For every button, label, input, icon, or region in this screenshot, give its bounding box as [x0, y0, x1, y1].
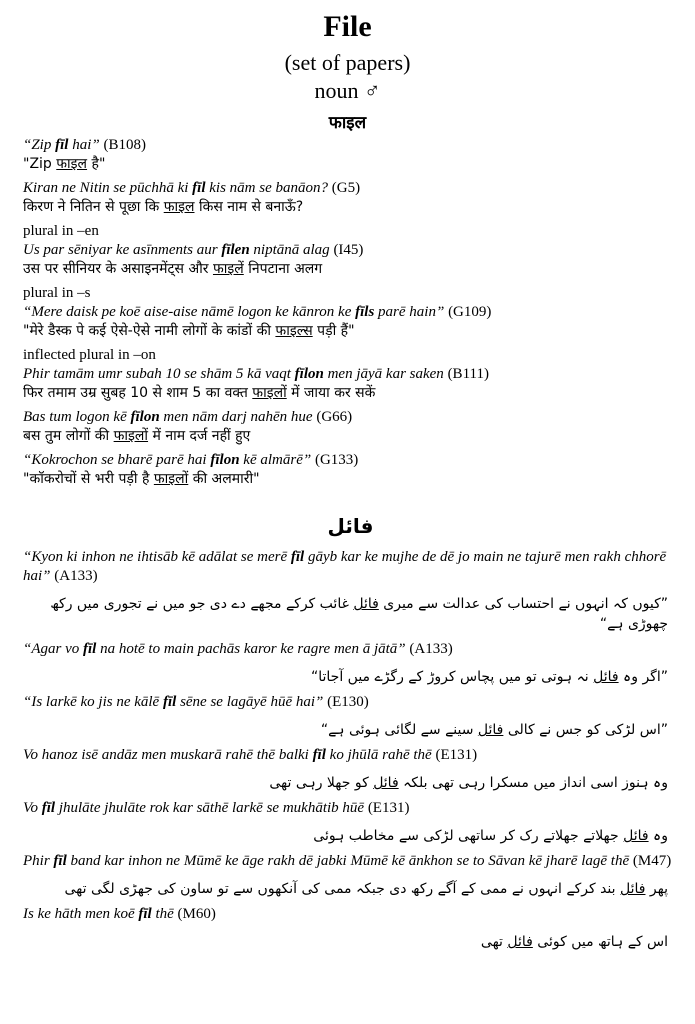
source-ref: (G5) [328, 180, 361, 196]
ur-text: جھلاتے جھلاتے رک کر ساتھی لڑکی سے مخاطب ہوئی [313, 828, 624, 844]
hi-text: किस नाम से बनाऊँ? [194, 199, 304, 215]
ur-text: وہ ہنوز اسی انداز میں مسکرا رہی تھی بلکہ [398, 775, 668, 791]
tr-text: gāyb kar ke mujhe de dē jo main ne tajurē men rakh chhorē hai” [23, 549, 667, 584]
tr-text: Bas tum logon kē [23, 409, 131, 425]
example [23, 365, 678, 402]
tr-text: kē almārē” [239, 452, 312, 468]
tr-text: men jāyā kar saken [323, 366, 444, 382]
hi-text: "कॉकरोचों से भरी पड़ी है [23, 471, 154, 487]
hi-text: में जाया कर सकें [286, 385, 376, 401]
source-ref: (I45) [329, 242, 364, 258]
hi-text: "मेरे डैस्क पे कई ऐसे-ऐसे नामी लोगों के कांडों की [23, 323, 276, 339]
urdu-sentence [23, 773, 668, 793]
ur-text: غائب کرکے مجھے دے دی جو میں نے تجوری میں رکھ چھوڑی ہے“ [50, 596, 668, 632]
urdu-sentence [23, 667, 668, 687]
urdu-sentence [23, 594, 668, 634]
source-ref: (A133) [405, 641, 453, 657]
tr-text: parē hain” [374, 304, 445, 320]
headword-form: fīlon [130, 409, 160, 425]
urdu-headword-form: فائل [593, 669, 619, 685]
headword-form: fīl [53, 853, 67, 869]
source-ref: (M47) [629, 853, 672, 869]
hi-text: किरण ने नितिन से पूछा कि [23, 199, 164, 215]
hindi-headword-form: फाइल [163, 199, 195, 215]
urdu-headword-form: فائل [623, 828, 649, 844]
example [23, 303, 678, 340]
source-ref: (G66) [312, 409, 353, 425]
headword-form: fīl [192, 180, 206, 196]
transliteration [23, 365, 678, 384]
section-label: plural in –s [23, 285, 91, 301]
section-label: plural in –en [23, 223, 99, 239]
transliteration [23, 746, 678, 765]
transliteration [23, 640, 678, 659]
transliteration [23, 241, 678, 260]
example [23, 136, 678, 173]
urdu-headword-form: فائل [620, 881, 646, 897]
hi-text: उस पर सीनियर के असाइनमेंट्स और [23, 261, 213, 277]
hindi-headword-form: फाइलों [113, 428, 149, 444]
section-label: inflected plural in –on [23, 347, 156, 363]
ur-text: وہ [648, 828, 668, 844]
ur-text: بند کرکے انہوں نے ممی کے آگے رکھ دی جبکہ ممی کی آنکھوں سے تو ساون کی جھڑی لگی تھی [64, 881, 620, 897]
ur-text: ”اس لڑکی کو جس نے کالی [503, 722, 668, 738]
tr-text: “Agar vo [23, 641, 83, 657]
hindi-sentence [23, 155, 678, 173]
hi-text: "Zip [23, 156, 57, 172]
source-ref: (M60) [173, 906, 216, 922]
tr-text: “Mere daisk pe koē aise-aise nāmē logon ke kānron ke [23, 304, 356, 320]
urdu-example [23, 548, 678, 634]
ur-text: ”اگر وہ [618, 669, 668, 685]
hindi-sentence [23, 427, 678, 445]
urdu-example [23, 640, 678, 687]
tr-text: thē [151, 906, 174, 922]
headword-form: fīl [290, 549, 305, 565]
ur-text: ”کیوں کہ انہوں نے احتساب کی عدالت سے میری [378, 596, 668, 612]
source-ref: (E131) [364, 800, 410, 816]
hindi-sentence [23, 260, 678, 278]
hindi-headword-form: फाइलों [153, 471, 189, 487]
transliteration [23, 179, 678, 198]
headword-form: fīl [162, 694, 177, 710]
tr-text: men nām darj nahēn hue [159, 409, 313, 425]
entry-gloss: (set of papers) [284, 50, 411, 75]
tr-text: jhulāte jhulāte rok kar sāthē larkē se mukhātib hūē [55, 800, 365, 816]
ur-text: سینے سے لگائی ہوئی ہے“ [320, 722, 478, 738]
tr-text: “Zip [23, 137, 56, 153]
tr-text: Kiran ne Nitin se pūchhā ki [23, 180, 193, 196]
tr-text: Vo [23, 800, 42, 816]
hindi-headword-form: फाइलें [212, 261, 244, 277]
ur-text: اس کے ہاتھ میں کوئی [532, 934, 668, 950]
urdu-headword-form: فائل [477, 722, 504, 738]
source-ref: (A133) [50, 568, 98, 584]
hi-text: पड़ी हैं" [312, 323, 355, 339]
hi-text: फिर तमाम उम्र सुबह 10 से शाम 5 का वक्त [23, 385, 253, 401]
hindi-headword-form: फाइलों [252, 385, 287, 401]
urdu-sentence [23, 932, 668, 952]
source-ref: (E130) [323, 694, 369, 710]
transliteration [23, 852, 678, 871]
source-ref: (B108) [99, 137, 146, 153]
tr-text: kis nām se banāon? [205, 180, 328, 196]
tr-text: Phir [23, 853, 54, 869]
tr-text: “Kyon ki inhon ne ihtisāb kē adālat se merē [23, 549, 291, 565]
tr-text: niptānā alag [249, 242, 330, 258]
source-ref: (G109) [444, 304, 492, 320]
tr-text: hai” [68, 137, 100, 153]
headword-form: fīlen [221, 242, 250, 258]
headword-form: fīl [83, 641, 97, 657]
tr-text: Us par sēniyar ke asīnments aur [23, 242, 222, 258]
tr-text: band kar inhon ne Mūmē ke āge rakh dē jabki Mūmē kē ānkhon se to Sāvan kē jharē lagē thē [66, 853, 630, 869]
ur-text: کو جھلا رہی تھی [269, 775, 374, 791]
example [23, 408, 678, 445]
headword-form: fīlon [294, 366, 324, 382]
urdu-headword-form: فائل [353, 596, 379, 612]
urdu-sentence [23, 826, 668, 846]
urdu-example [23, 799, 678, 846]
hi-text: निपटाना अलग [243, 261, 323, 277]
tr-text: Is ke hāth men koē [23, 906, 139, 922]
hindi-headword-form: फाइल [56, 156, 88, 172]
hindi-sentence [23, 198, 678, 216]
hindi-headword-form: फाइल्स [275, 323, 313, 339]
urdu-example [23, 693, 678, 740]
hindi-sentence [23, 470, 678, 488]
urdu-example [23, 905, 678, 952]
urdu-example [23, 746, 678, 793]
ur-text: نہ ہوتی تو میں پچاس کروڑ کے رگڑے میں آجاتا“ [310, 669, 594, 685]
headword-form: fīl [312, 747, 326, 763]
headword-form: fīl [41, 800, 56, 816]
source-ref: (B111) [443, 366, 489, 382]
tr-text: na hotē to main pachās karor ke ragre men ā jātā” [96, 641, 406, 657]
urdu-headword-form: فائل [507, 934, 533, 950]
urdu-sentence [23, 879, 668, 899]
urdu-example [23, 852, 678, 899]
tr-text: “Is larkē ko jis ne kālē [23, 694, 163, 710]
headword-form: fīlon [210, 452, 240, 468]
entry-content [23, 136, 678, 958]
urdu-heading: فائل [327, 514, 374, 538]
hi-text: की अलमारी" [188, 471, 260, 487]
transliteration [23, 799, 678, 818]
transliteration [23, 548, 678, 586]
tr-text: ko jhūlā rahē thē [325, 747, 432, 763]
ur-text: تھی [480, 934, 508, 950]
ur-text: پھر [645, 881, 668, 897]
hi-text: में नाम दर्ज नहीं हुए [148, 428, 251, 444]
entry-title: File [323, 10, 372, 43]
tr-text: “Kokrochon se bharē parē hai [23, 452, 211, 468]
urdu-sentence [23, 720, 668, 740]
example [23, 451, 678, 488]
transliteration [23, 693, 678, 712]
transliteration [23, 303, 678, 322]
part-of-speech: noun ♂ [314, 78, 381, 103]
tr-text: sēne se lagāyē hūē hai” [176, 694, 324, 710]
example [23, 241, 678, 278]
hindi-sentence [23, 384, 678, 402]
transliteration [23, 451, 678, 470]
headword-form: fīls [355, 304, 375, 320]
hindi-sentence [23, 322, 678, 340]
example [23, 179, 678, 216]
tr-text: Vo hanoz isē andāz men muskarā rahē thē balki [23, 747, 313, 763]
tr-text: Phir tamām umr subah 10 se shām 5 kā vaqt [23, 366, 295, 382]
urdu-headword-form: فائل [373, 775, 399, 791]
hindi-headword: फाइल [328, 113, 367, 133]
hi-text: बस तुम लोगों की [23, 428, 114, 444]
transliteration [23, 136, 678, 155]
headword-form: fīl [138, 906, 152, 922]
transliteration [23, 905, 678, 924]
source-ref: (G133) [311, 452, 359, 468]
headword-form: fīl [55, 137, 69, 153]
hi-text: है" [87, 156, 106, 172]
transliteration [23, 408, 678, 427]
source-ref: (E131) [431, 747, 478, 763]
